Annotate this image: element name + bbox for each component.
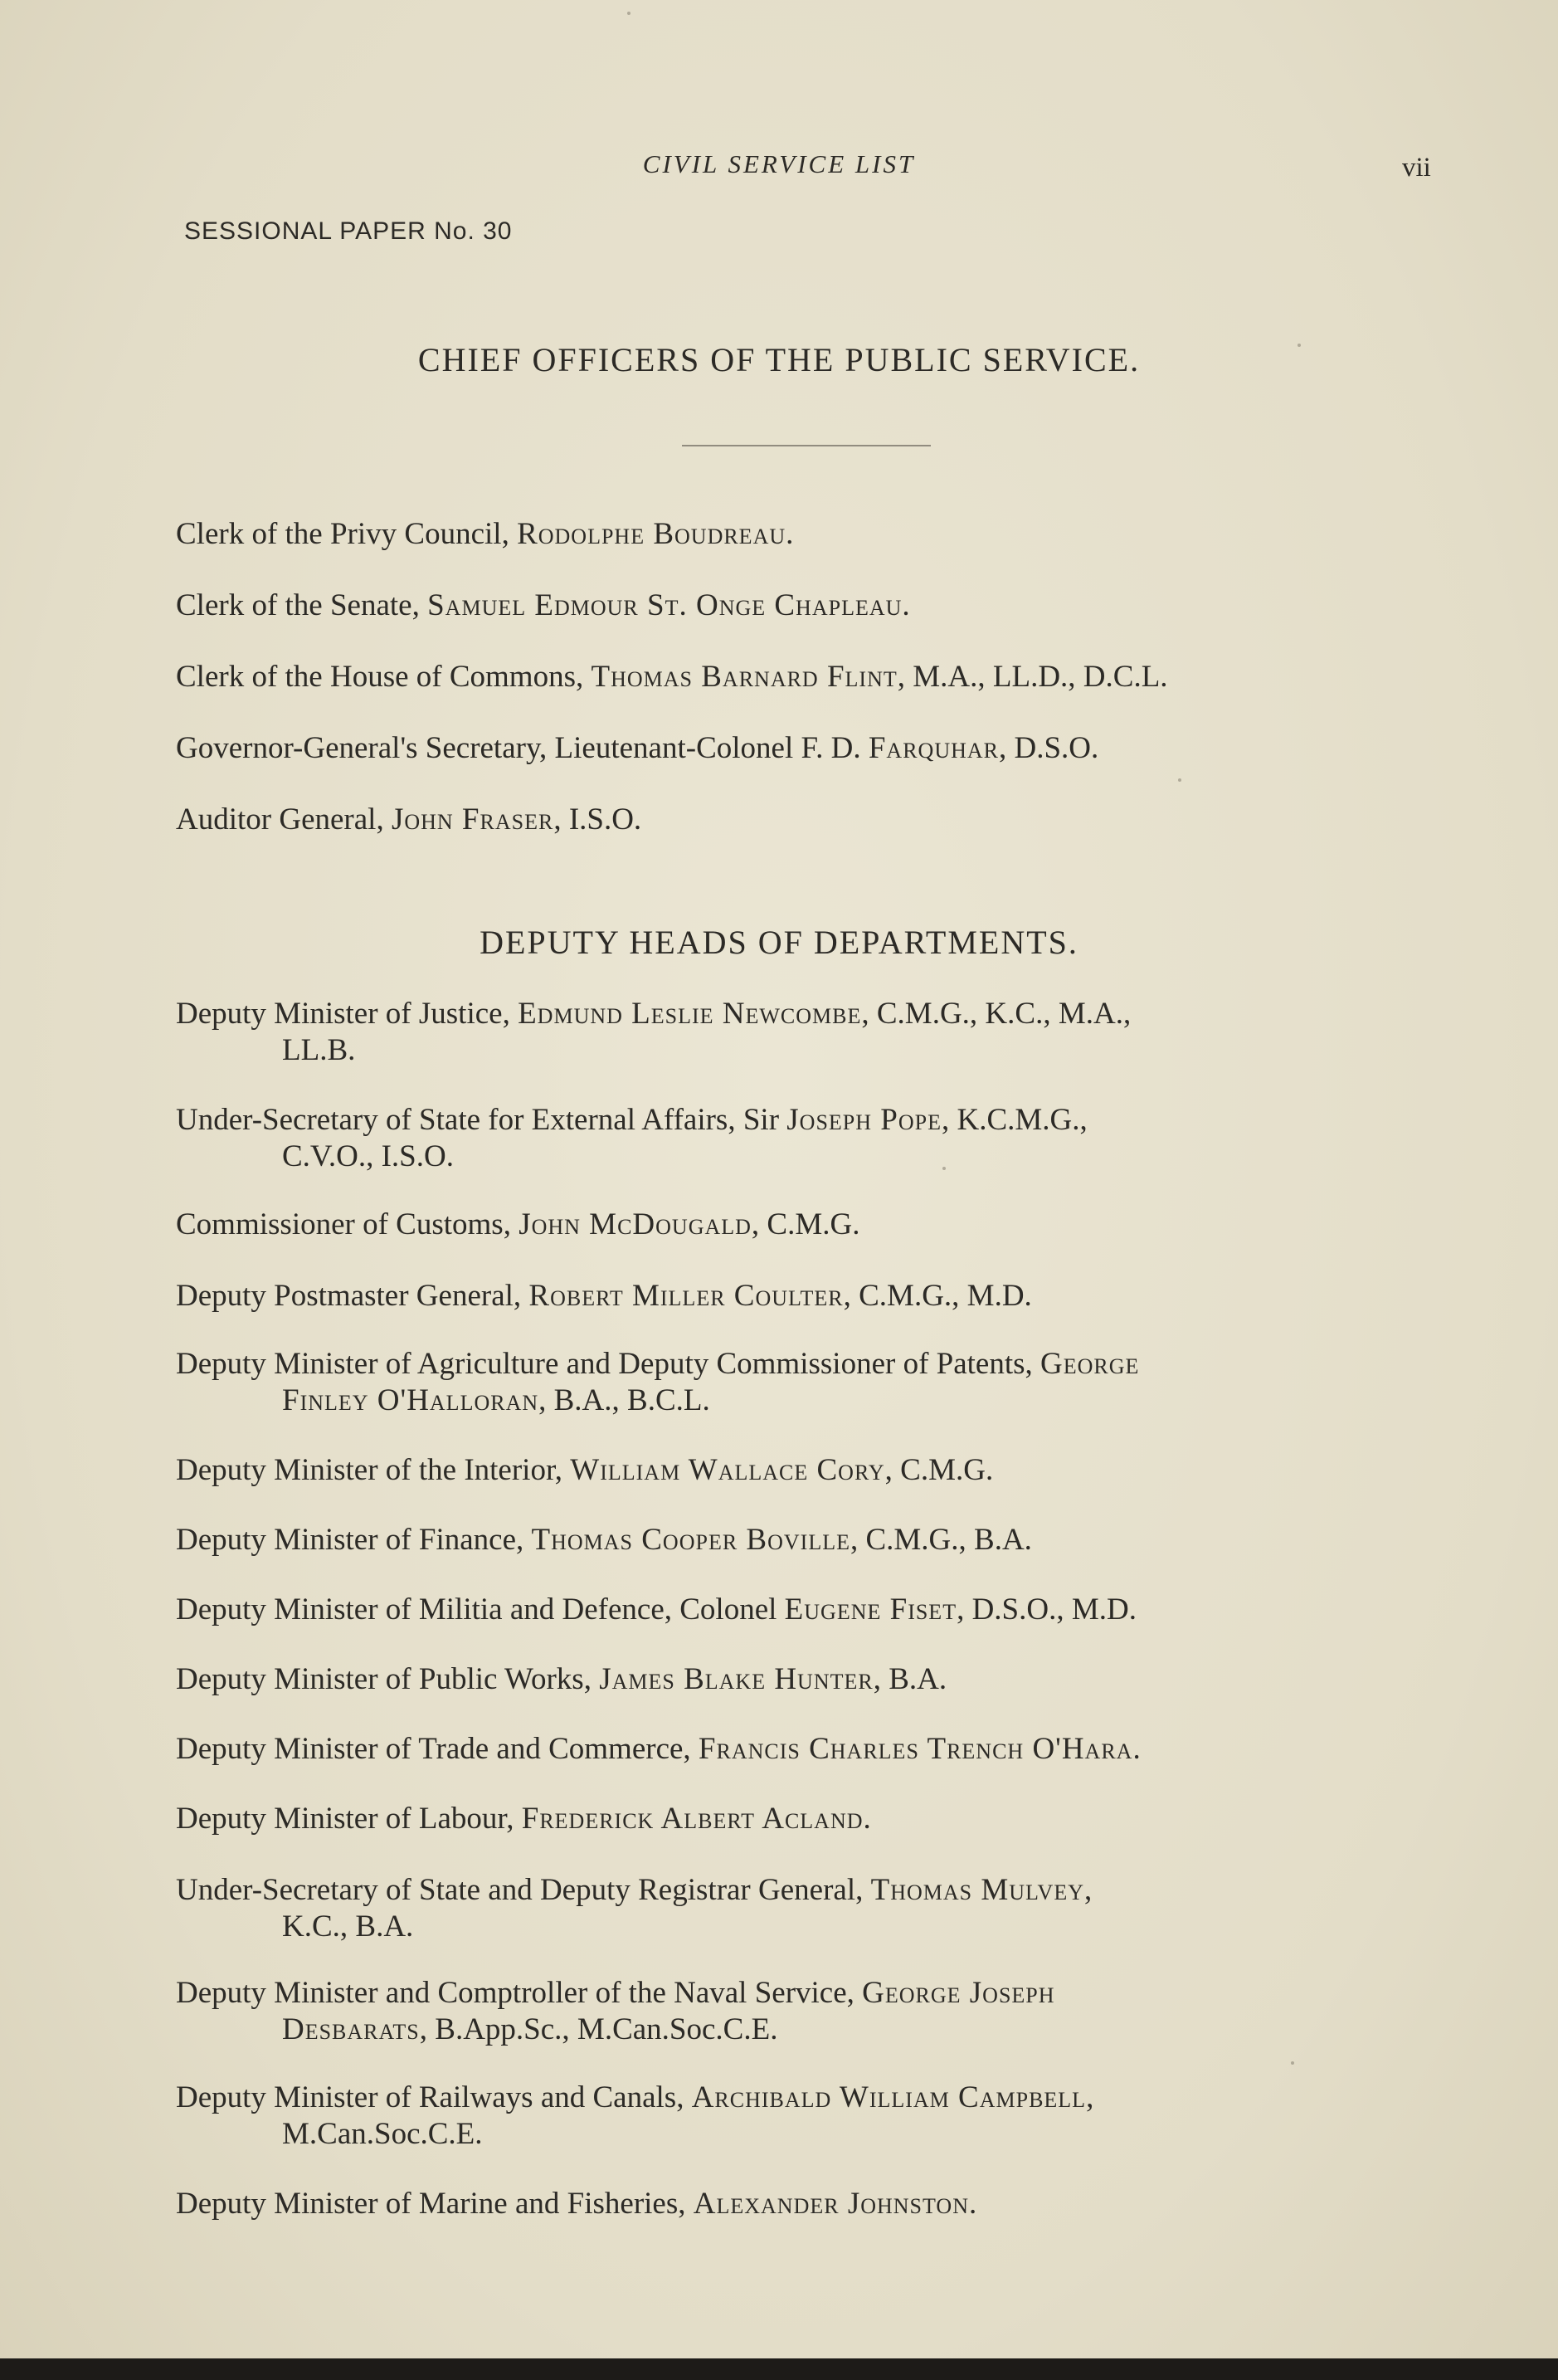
entry-role: Clerk of the Privy Council, [176, 517, 518, 551]
entry-role: Deputy Postmaster General, [176, 1279, 529, 1313]
entry-role: Deputy Minister of Agriculture and Deputy Commissioner of Patents, [176, 1347, 1041, 1381]
entry-continuation [176, 1383, 1437, 1419]
entry-role: Under-Secretary of State for External Affairs, Sir [176, 1103, 787, 1137]
entry-name: Thomas Cooper Boville [531, 1523, 850, 1557]
entry-cont-suffix: C.V.O., I.S.O. [282, 1139, 454, 1173]
entry-name: Edmund Leslie Newcombe [518, 997, 862, 1031]
sessional-paper-label: SESSIONAL PAPER No. 30 [184, 217, 513, 245]
entry-continuation [176, 2012, 1437, 2048]
page-number: vii [1402, 153, 1431, 183]
entry-line [176, 1522, 1437, 1558]
entry-line [176, 1102, 1437, 1175]
section-title-deputy-heads: DEPUTY HEADS OF DEPARTMENTS. [480, 924, 1078, 961]
entry-role: Deputy Minister of the Interior, [176, 1453, 571, 1487]
entry-name: Samuel Edmour St. Onge Chapleau [427, 588, 903, 622]
entry-name: Eugene Fiset [784, 1592, 957, 1626]
entry-line [176, 1452, 1437, 1489]
entry-suffix: . [786, 517, 794, 551]
entry-role: Under-Secretary of State and Deputy Registrar General, [176, 1873, 871, 1907]
entry-name: James Blake Hunter [599, 1662, 874, 1696]
entry-cont-suffix: K.C., B.A. [282, 1909, 414, 1944]
paper-speck [1291, 2061, 1294, 2065]
entry-suffix: . [968, 2187, 977, 2221]
entry-suffix: , C.M.G. [751, 1207, 860, 1241]
entry-suffix: . [1132, 1732, 1141, 1766]
entry-name: Alexander Johnston [693, 2187, 969, 2221]
entry-line [176, 1207, 1437, 1243]
entry-line [176, 2186, 1437, 2222]
entry-name: John Fraser [391, 802, 554, 836]
entry-line [176, 588, 1437, 624]
entry-name: John McDougald [519, 1207, 752, 1241]
entry-line [176, 1801, 1437, 1837]
entry-name: George Joseph [862, 1976, 1055, 2010]
entry-role: Commissioner of Customs, [176, 1207, 519, 1241]
entry-suffix: , B.A. [873, 1662, 947, 1696]
entry-role: Auditor General, [176, 802, 392, 836]
entry-line [176, 1975, 1437, 2048]
entry-cont-suffix: , B.App.Sc., M.Can.Soc.C.E. [419, 2012, 778, 2046]
entry-name: Thomas Barnard Flint [591, 660, 898, 694]
paper-speck [1298, 344, 1301, 347]
entry-continuation [176, 2116, 1437, 2153]
entry-role: Deputy Minister of Marine and Fisheries, [176, 2187, 694, 2221]
entry-name: Frederick Albert Acland [521, 1802, 864, 1836]
entry-continuation [176, 1032, 1437, 1069]
section-title-chief-officers: CHIEF OFFICERS OF THE PUBLIC SERVICE. [417, 341, 1141, 378]
entry-continuation [176, 1909, 1437, 1945]
page-bottom-edge [0, 2358, 1558, 2380]
entry-cont-suffix: , B.A., B.C.L. [538, 1383, 710, 1417]
entry-suffix: , [1086, 2080, 1094, 2114]
entry-role: Clerk of the Senate, [176, 588, 428, 622]
entry-cont-name: Desbarats [282, 2012, 420, 2046]
entry-line [176, 1731, 1437, 1768]
entry-line [176, 996, 1437, 1069]
entry-suffix: , [1083, 1873, 1093, 1907]
entry-line [176, 730, 1437, 767]
entry-line [176, 1661, 1437, 1698]
entry-role: Deputy Minister of Militia and Defence, Colonel [176, 1592, 785, 1626]
entry-role: Governor-General's Secretary, Lieutenant-Colonel F. D. [176, 731, 869, 765]
entry-line [176, 1592, 1437, 1628]
entry-continuation [176, 1139, 1437, 1175]
entry-name: Archibald William Campbell [691, 2080, 1087, 2114]
entry-role: Deputy Minister of Justice, [176, 997, 519, 1031]
entry-line [176, 659, 1437, 695]
entry-suffix: . [863, 1802, 871, 1836]
entry-name: George [1040, 1347, 1140, 1381]
entry-cont-name: Finley O'Halloran [282, 1383, 539, 1417]
entry-name: Farquhar [868, 731, 999, 765]
entry-role: Deputy Minister of Labour, [176, 1802, 522, 1836]
entry-cont-suffix: M.Can.Soc.C.E. [282, 2117, 483, 2151]
entry-suffix: , C.M.G., K.C., M.A., [861, 997, 1132, 1031]
paper-speck [1178, 778, 1181, 782]
entry-role: Deputy Minister and Comptroller of the Naval Service, [176, 1976, 863, 2010]
entry-suffix: , C.M.G. [884, 1453, 994, 1487]
entry-suffix: , K.C.M.G., [941, 1103, 1088, 1137]
entry-line [176, 1872, 1437, 1945]
entry-suffix: , C.M.G., M.D. [843, 1279, 1032, 1313]
entry-line [176, 516, 1437, 553]
entry-name: Robert Miller Coulter [528, 1279, 844, 1313]
running-head: CIVIL SERVICE LIST [642, 149, 916, 178]
entry-name: Thomas Mulvey [870, 1873, 1084, 1907]
entry-role: Deputy Minister of Railways and Canals, [176, 2080, 692, 2114]
entry-role: Deputy Minister of Finance, [176, 1523, 532, 1557]
entry-suffix: , C.M.G., B.A. [850, 1523, 1032, 1557]
entry-name: Joseph Pope [786, 1103, 942, 1137]
entry-line [176, 1278, 1437, 1314]
entry-suffix: . [902, 588, 910, 622]
entry-role: Deputy Minister of Trade and Commerce, [176, 1732, 699, 1766]
entry-name: Francis Charles Trench O'Hara [698, 1732, 1133, 1766]
entry-role: Deputy Minister of Public Works, [176, 1662, 600, 1696]
entry-suffix: , D.S.O., M.D. [957, 1592, 1137, 1626]
paper-speck [942, 1167, 946, 1170]
paper-speck [627, 12, 631, 15]
entry-cont-suffix: LL.B. [282, 1033, 356, 1067]
entry-role: Clerk of the House of Commons, [176, 660, 592, 694]
entry-line [176, 1346, 1437, 1419]
entry-suffix: , M.A., LL.D., D.C.L. [897, 660, 1168, 694]
entry-line [176, 802, 1437, 838]
divider-rule [682, 445, 931, 446]
entry-line [176, 2080, 1437, 2153]
entry-suffix: , I.S.O. [553, 802, 642, 836]
entry-suffix: , D.S.O. [999, 731, 1099, 765]
entry-name: William Wallace Cory [570, 1453, 885, 1487]
entry-name: Rodolphe Boudreau [517, 517, 786, 551]
